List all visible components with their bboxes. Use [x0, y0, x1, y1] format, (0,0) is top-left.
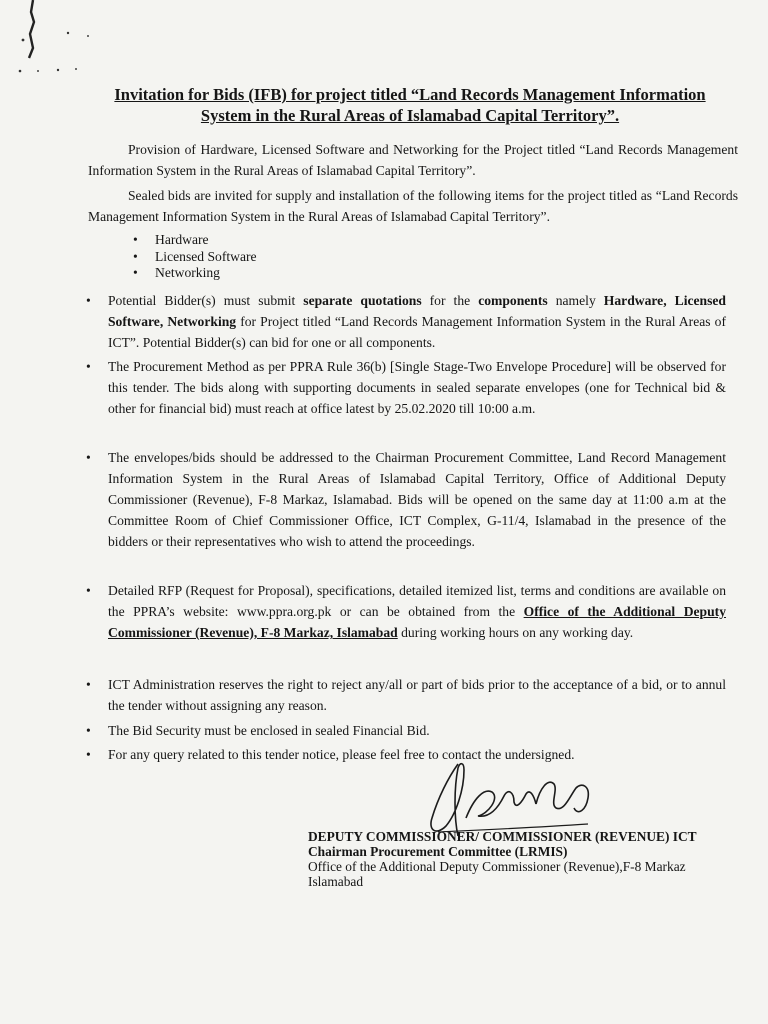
bullet5-text: ICT Administration reserves the right to reject any/all or part of bids prior to the acceptance of a bid, or to annul the tender without assigning any reason.	[108, 677, 726, 713]
bullet-bid-security	[86, 720, 726, 741]
list-item-licensed-software: • Licensed Software	[130, 249, 257, 266]
bullet6-text: The Bid Security must be enclosed in sealed Financial Bid.	[108, 723, 430, 738]
bullet1-bold-a: separate quotations	[303, 293, 422, 308]
list-item-hardware: • Hardware	[130, 232, 257, 249]
bullet-envelopes-address	[86, 447, 726, 552]
signatory-title: DEPUTY COMMISSIONER/ COMMISSIONER (REVENUE) ICT	[308, 829, 697, 844]
title-line-2: System in the Rural Areas of Islamabad Capital Territory”.	[200, 106, 620, 125]
bullet-dot: •	[86, 293, 91, 308]
bullet1-text-d: for Project titled “Land Records Management Information System in the Rural Areas of ICT”. Potential Bidder(s) can bid for one or all components.	[108, 314, 726, 350]
items-list	[130, 232, 257, 282]
bullet-dot: •	[86, 677, 91, 692]
bullet2-text: The Procurement Method as per PPRA Rule 36(b) [Single Stage-Two Envelope Procedure] will be observed for this tender. The bids along with supporting documents in sealed separate envelopes (one for Technical bid & other for financial bid) must reach at office latest by 25.02.2020 till 10:00 a.m.	[108, 359, 726, 416]
bullet1-text-a: Potential Bidder(s) must submit	[108, 293, 304, 308]
bullet1-bold-b: components	[478, 293, 548, 308]
bullet1-bold-c: Hardware, Licensed Software, Networking	[108, 293, 726, 329]
title-line-1: Invitation for Bids (IFB) for project titled “Land Records Management Information	[114, 85, 706, 104]
bullet-dot: •	[86, 747, 91, 762]
office-address-underlined: Office of the Additional Deputy Commissioner (Revenue), F-8 Markaz, Islamabad	[108, 604, 726, 640]
bullet-dot: •	[86, 723, 91, 738]
signature-block	[308, 829, 748, 889]
bullet-detailed-rfp	[86, 580, 726, 643]
bullet7-text: For any query related to this tender notice, please feel free to contact the undersigned.	[108, 747, 575, 762]
intro-text-2: Sealed bids are invited for supply and installation of the following items for the project titled as “Land Records Management Information System in the Rural Areas of Islamabad Capital Territory”.	[88, 188, 738, 224]
intro-paragraph-1	[88, 139, 738, 181]
intro-paragraph-2	[88, 185, 738, 227]
bullet-dot: •	[86, 583, 91, 598]
bullet-dot: •	[86, 359, 91, 374]
document-title	[60, 84, 760, 126]
bullet-reject-right	[86, 674, 726, 716]
signatory-role: Chairman Procurement Committee (LRMIS)	[308, 844, 568, 859]
intro-text-1: Provision of Hardware, Licensed Software and Networking for the Project titled “Land Records Management Information System in the Rural Areas of Islamabad Capital Territory”.	[88, 142, 738, 178]
bullet-dot: •	[86, 450, 91, 465]
bullet-separate-quotations	[86, 290, 726, 353]
signatory-city: Islamabad	[308, 874, 364, 889]
signatory-office: Office of the Additional Deputy Commissioner (Revenue),F-8 Markaz	[308, 859, 686, 874]
bullet-contact	[86, 744, 726, 765]
bullet4-text-a: Detailed RFP (Request for Proposal), specifications, detailed itemized list, terms and conditions are available on the PPRA’s website: www.ppra.org.pk or can be obtained from the	[108, 583, 726, 619]
bullet-procurement-method	[86, 356, 726, 419]
list-item-networking: • Networking	[130, 265, 257, 282]
bullet1-text-b: for the	[421, 293, 479, 308]
bullet4-text-b: during working hours on any working day.	[397, 625, 634, 640]
scan-marks	[0, 0, 140, 90]
bullet1-text-c: namely	[547, 293, 604, 308]
bullet3-text: The envelopes/bids should be addressed to the Chairman Procurement Committee, Land Record Management Information System in the Rural Areas of Islamabad Capital Territory, Office of Additional Deputy Commissioner (Revenue), F-8 Markaz, Islamabad. Bids will be opened on the same day at 11:00 a.m at the Committee Room of Chief Commissioner Office, ICT Complex, G-11/4, Islamabad in the presence of the bidders or their representatives who wish to attend the proceedings.	[108, 450, 726, 549]
